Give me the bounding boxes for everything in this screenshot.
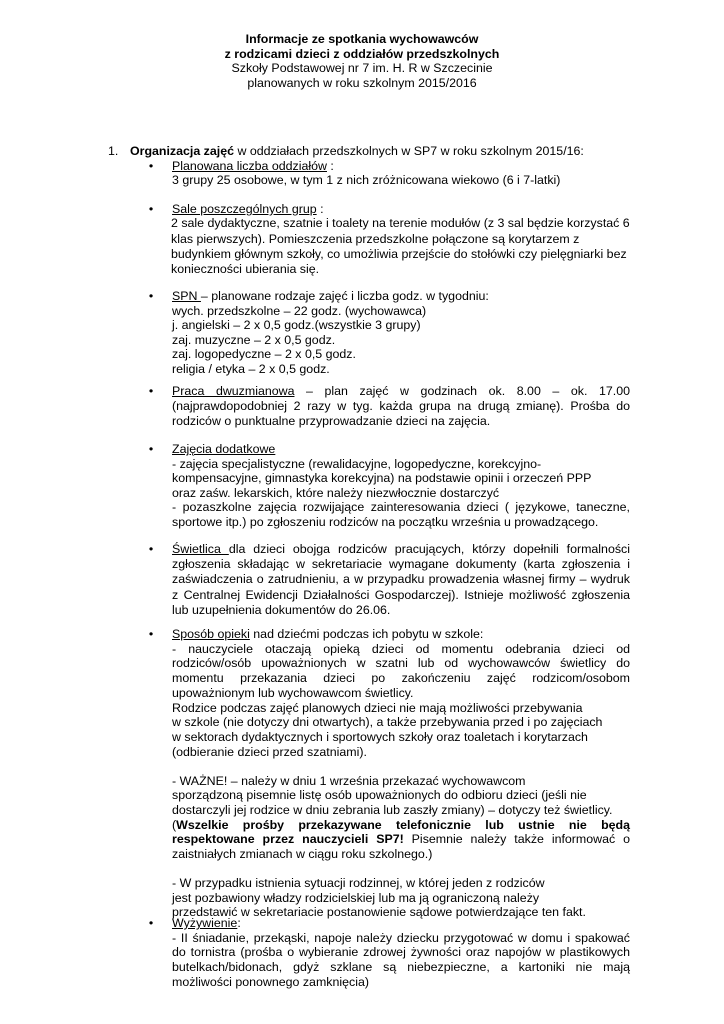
- list-item-sposob: • Sposób opieki nad dziećmi podczas ich pobytu w szkole: - nauczyciele otaczają opieką dzieci od momentu odebrania dzieci od rodziców/osób upoważnionych w szatni lub od wychowawców świetlicy do momentu przekazania dzieci po zakończeniu zajęć rodzicom/osobom upoważnionym lub wychowawcom świetlicy. Rodzice podczas zajęć planowych dzieci nie mają możliwości przebywania w szkole (nie dotyczy dni otwartych), a także przebywania przed i po zajęciach w sektorach dydaktycznych i sportowych szkoły oraz toaletach i korytarzach (odbieranie dzieci przed szatniami). - WAŻNE! – należy w dniu 1 września przekazać wychowawcom sporządzoną pisemnie listę osób upoważnionych do odbioru dzieci (jeśli nie dostarczyli jej rodzice w dniu zebrania lub zaszły zmiany) – dotyczy też świetlicy. (Wszelkie prośby przekazywane telefonicznie lub ustnie nie będą respektowane przez nauczycieli SP7! Pisemnie należy także informować o zaistniałych zmianach w ciągu roku szkolnego.) - W przypadku istnienia sytuacji rodzinnej, w której jeden z rodziców jest pozbawiony władzy rodzicielskiej lub ma ją ograniczoną należy przedstawić w sekretariacie postanowienie sądowe potwierdzające ten fakt.: [148, 627, 630, 920]
- item-text: dla dzieci obojga rodziców pracujących, którzy dopełnili formalności zgłoszenia składając w sekretariacie wymagane dokumenty (karta zgłoszenia i zaświadczenia o zatrudnieniu, a w przypadku prowadzenia własnej firmy – wydruk z Centralnej Ewidencji Działalności Gospodarczej). Istnieje możliwość zgłoszenia lub uzupełnienia dokumentów do 26.06.: [172, 542, 630, 617]
- item-text: - II śniadanie, przekąski, napoje należy dziecku przygotować w domu i spakować do tornistra (prośba o wybieranie zdrowej żywności oraz napojów w plastikowych butelkach/bidonach, gdyż szklane są niebezpieczne, a kartoniki nie mają możliwości ponownego zamknięcia): [172, 930, 630, 989]
- section-number: 1.: [108, 144, 119, 158]
- list-item-praca: [150, 384, 630, 428]
- item-label: Sale poszczególnych grup: [172, 202, 317, 216]
- item-label: Sposób opieki: [172, 627, 250, 641]
- section-title-rest: w oddziałach przedszkolnych w SP7 w roku szkolnym 2015/16:: [234, 144, 584, 158]
- section-title-bold: Organizacja zajęć: [130, 144, 234, 158]
- list-item-planowana: • Planowana liczba oddziałów : 3 grupy 25 osobowe, w tym 1 z nich zróżnicowana wiekowo (6 i 7-latki): [150, 159, 630, 187]
- item-label: Świetlica: [172, 542, 229, 556]
- list-item-swietlica: [150, 542, 630, 618]
- list-item-spn: • SPN – planowane rodzaje zajęć i liczba godz. w tygodniu: wych. przedszkolne – 22 godz. (wychowawca) j. angielski – 2 x 0,5 godz.(wszystkie 3 grupy) zaj. muzyczne – 2 x 0,5 godz. zaj. logopedyczne – 2 x 0,5 godz. religia / etyka – 2 x 0,5 godz.: [148, 289, 489, 376]
- header-year-line: planowanych w roku szkolnym 2015/2016: [247, 75, 477, 90]
- bullet-icon: •: [148, 159, 154, 173]
- item-label: Planowana liczba oddziałów: [172, 159, 327, 173]
- list-item-wyzywienie: • Wyżywienie: - II śniadanie, przekąski, napoje należy dziecku przygotować w domu i spakować do tornistra (prośba o wybieranie zdrowej żywności oraz napojów w plastikowych butelkach/bidonach, gdyż szklane są niebezpieczne, a kartoniki nie mają możliwości ponownego zamknięcia): [148, 916, 630, 989]
- item-label: Zajęcia dodatkowe: [172, 442, 276, 456]
- header-title-line1: Informacje ze spotkania wychowawców: [245, 32, 479, 46]
- item-label: Praca dwuzmianowa: [172, 384, 295, 398]
- header-title-line2: z rodzicami dzieci z oddziałów przedszkolnych: [224, 46, 500, 61]
- document-header: [0, 32, 724, 90]
- bullet-icon: •: [148, 442, 154, 456]
- item-label: SPN: [172, 289, 201, 303]
- list-item-sale: • Sale poszczególnych grup : 2 sale dydaktyczne, szatnie i toalety na terenie modułów (z 3 sal będzie korzystać 6 klas pierwszych). Pomieszczenia przedszkolne połączone są korytarzem z budynkiem głównym szkoły, co umożliwia przejście do stołówki czy pielęgniarki bez konieczności ubierania się.: [148, 202, 630, 277]
- list-item-zajecia: • Zajęcia dodatkowe - zajęcia specjalistyczne (rewalidacyjne, logopedyczne, korekcyjno- kompensacyjne, gimnastyka korekcyjna) na podstawie opinii i orzeczeń PPP oraz zaśw. lekarskich, które należy niezwłocznie dostarczyć - pozaszkolne zajęcia rozwijające zainteresowania dzieci ( językowe, taneczne, sportowe itp.) po zgłoszeniu rodziców na początku września u prowadzącego.: [148, 442, 630, 529]
- important-note: - WAŻNE! – należy w dniu 1 września przekazać wychowawcom: [172, 773, 526, 788]
- item-text: – plan zajęć w godzinach ok. 8.00 – ok. 17.00 (najprawdopodobniej 2 razy w tyg. każda grupa na drugą zmianę). Prośba do rodziców o punktualne przyprowadzanie dzieci na zajęcia.: [172, 384, 630, 428]
- bullet-icon: •: [148, 627, 154, 641]
- item-label: Wyżywienie: [172, 916, 238, 930]
- bullet-icon: •: [148, 289, 154, 303]
- bullet-icon: •: [148, 384, 154, 398]
- header-school-line: Szkoły Podstawowej nr 7 im. H. R w Szczecinie: [231, 61, 493, 75]
- section-heading: [108, 144, 584, 159]
- item-text: 2 sale dydaktyczne, szatnie i toalety na terenie modułów (z 3 sal będzie korzystać 6 klas pierwszych). Pomieszczenia przedszkolne połączone są korytarzem z budynkiem głównym szkoły, co umożliwia przejście do stołówki czy pielęgniarki bez konieczności ubierania się.: [171, 216, 630, 277]
- bullet-icon: •: [148, 916, 154, 930]
- item-text: 3 grupy 25 osobowe, w tym 1 z nich zróżnicowana wiekowo (6 i 7-latki): [172, 173, 561, 188]
- bullet-icon: •: [148, 202, 154, 216]
- important-warning-bold: Wszelkie prośby przekazywane telefonicznie lub ustnie nie będą respektowane przez nauczycieli SP7!: [172, 817, 630, 847]
- bullet-icon: •: [148, 542, 154, 556]
